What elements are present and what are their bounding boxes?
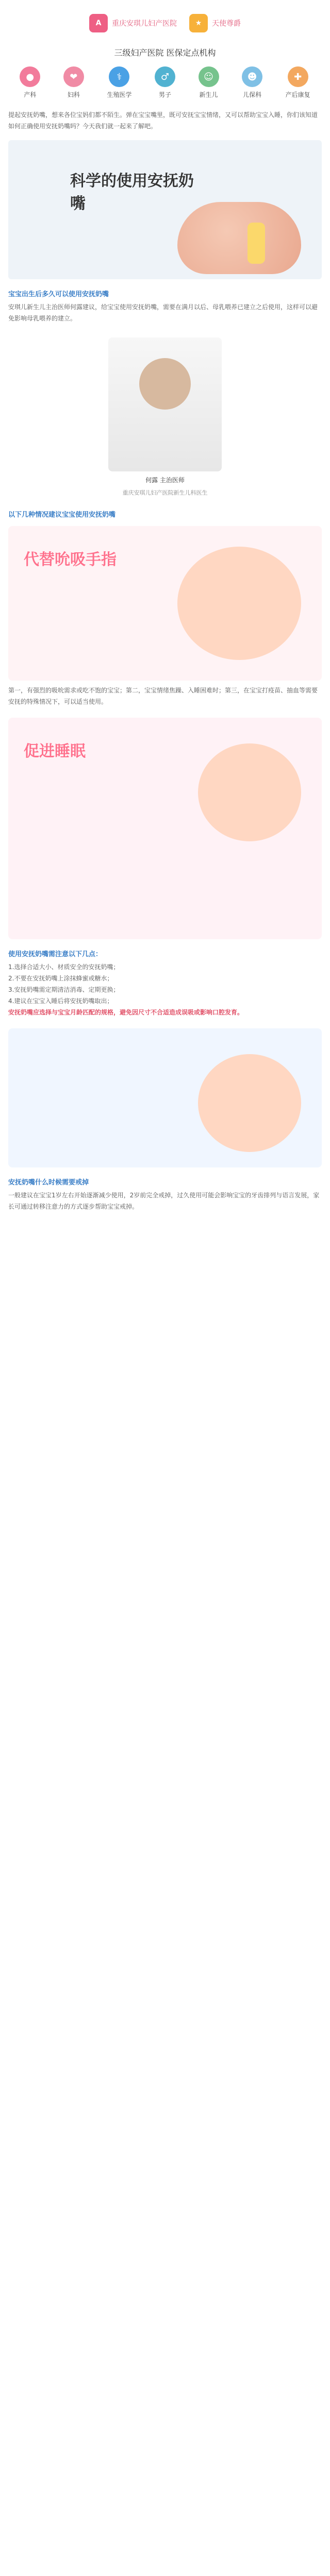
nav-label: 产后康复 bbox=[285, 91, 310, 98]
notes-title: 使用安抚奶嘴需注意以下几点： bbox=[8, 951, 103, 958]
note-item: 4.建议在宝宝入睡后将安抚奶嘴取出； bbox=[8, 997, 113, 1005]
section-text-2: 第一，有强烈的吸吮需求或吃不饱的宝宝；第二，宝宝情绪焦躁、入睡困难时；第三，在宝宝打疫苗、抽血等需要安抚的特殊情况下，可以适当使用。 bbox=[8, 687, 318, 705]
nav-obstetrics[interactable] bbox=[20, 66, 40, 99]
nav-recovery[interactable] bbox=[286, 66, 310, 99]
doctor-card bbox=[0, 337, 330, 497]
brand-text: 天使尊爵 bbox=[212, 20, 241, 28]
dna-icon: ⚕ bbox=[109, 66, 129, 87]
note-item: 2.不要在安抚奶嘴上涂抹蜂蜜或糖水； bbox=[8, 975, 113, 982]
note-item: 3.安抚奶嘴需定期清洁消毒、定期更换； bbox=[8, 986, 120, 993]
nav-label: 男子 bbox=[158, 91, 171, 98]
doctor-name: 何露 主治医师 bbox=[145, 477, 185, 484]
section-text-1: 安琪儿新生儿主治医师何露建议，给宝宝使用安抚奶嘴，需要在满月以后、母乳喂养已建立之后使用，这样可以避免影响母乳喂养的建立。 bbox=[8, 303, 318, 322]
baby-icon: ● bbox=[20, 66, 40, 87]
logo-text: 重庆安琪儿妇产医院 bbox=[112, 20, 177, 28]
baby-illustration bbox=[177, 547, 301, 660]
header bbox=[0, 0, 330, 46]
section-title-1: 宝宝出生后多久可以使用安抚奶嘴 bbox=[8, 291, 109, 298]
illustration-playing bbox=[8, 1028, 322, 1167]
angel-logo-icon: ★ bbox=[189, 14, 208, 32]
notes-list bbox=[0, 961, 330, 1024]
illustration-sleep bbox=[8, 718, 322, 939]
nav-newborn[interactable] bbox=[199, 66, 219, 99]
closing-title: 安抚奶嘴什么时候需要戒掉 bbox=[8, 1179, 89, 1187]
nav-male[interactable] bbox=[155, 66, 175, 99]
newborn-icon: ☺ bbox=[199, 66, 219, 87]
nav-icon-row bbox=[0, 62, 330, 105]
pacifier-illustration bbox=[248, 223, 265, 264]
illustration-label: 代替吮吸手指 bbox=[24, 551, 117, 569]
hospital-logo[interactable] bbox=[89, 14, 177, 32]
highlight-note: 安抚奶嘴应选择与宝宝月龄匹配的规格，避免因尺寸不合适造成误吸或影响口腔发育。 bbox=[8, 1009, 244, 1016]
header-subtitle: 三级妇产医院 医保定点机构 bbox=[114, 48, 216, 58]
nav-label: 新生儿 bbox=[199, 91, 218, 98]
nav-gynecology[interactable] bbox=[63, 66, 84, 99]
illustration-suck-thumb bbox=[8, 526, 322, 681]
nav-reproductive[interactable] bbox=[107, 66, 131, 99]
doctor-photo bbox=[108, 337, 222, 471]
male-icon: ♂ bbox=[155, 66, 175, 87]
brand-logo[interactable] bbox=[189, 14, 241, 32]
closing-text: 一般建议在宝宝1岁左右开始逐渐减少使用，2岁前完全戒掉，过久使用可能会影响宝宝的牙齿排列与语言发展，家长可通过转移注意力的方式逐步帮助宝宝戒掉。 bbox=[8, 1192, 320, 1210]
baby-illustration bbox=[198, 1054, 301, 1152]
logo-icon: A bbox=[89, 14, 108, 32]
nav-label: 儿保科 bbox=[243, 91, 262, 98]
doctor-title: 重庆安琪儿妇产医院新生儿科医生 bbox=[122, 489, 208, 496]
child-icon: ☻ bbox=[242, 66, 262, 87]
nav-label: 产科 bbox=[24, 91, 37, 98]
hero-illustration bbox=[8, 140, 322, 279]
recovery-icon: ✚ bbox=[288, 66, 308, 87]
baby-illustration bbox=[198, 743, 301, 841]
note-item: 1.选择合适大小、材质安全的安抚奶嘴； bbox=[8, 963, 120, 971]
hero-title: 科学的使用安抚奶嘴 bbox=[70, 172, 194, 213]
baby-illustration bbox=[177, 202, 301, 274]
nav-label: 生殖医学 bbox=[107, 91, 132, 98]
heart-icon: ❤ bbox=[63, 66, 84, 87]
section-title-2: 以下几种情况建议宝宝使用安抚奶嘴 bbox=[8, 511, 116, 519]
nav-child[interactable] bbox=[242, 66, 262, 99]
intro-text: 提起安抚奶嘴，想来各位宝妈们都不陌生。弹在宝宝嘴里，既可安抚宝宝情绪，又可以帮助宝宝入睡，你们该知道如何正确使用安抚奶嘴吗？今天我们就一起来了解吧。 bbox=[8, 111, 318, 130]
nav-label: 妇科 bbox=[67, 91, 80, 98]
illustration-label: 促进睡眠 bbox=[24, 742, 86, 760]
